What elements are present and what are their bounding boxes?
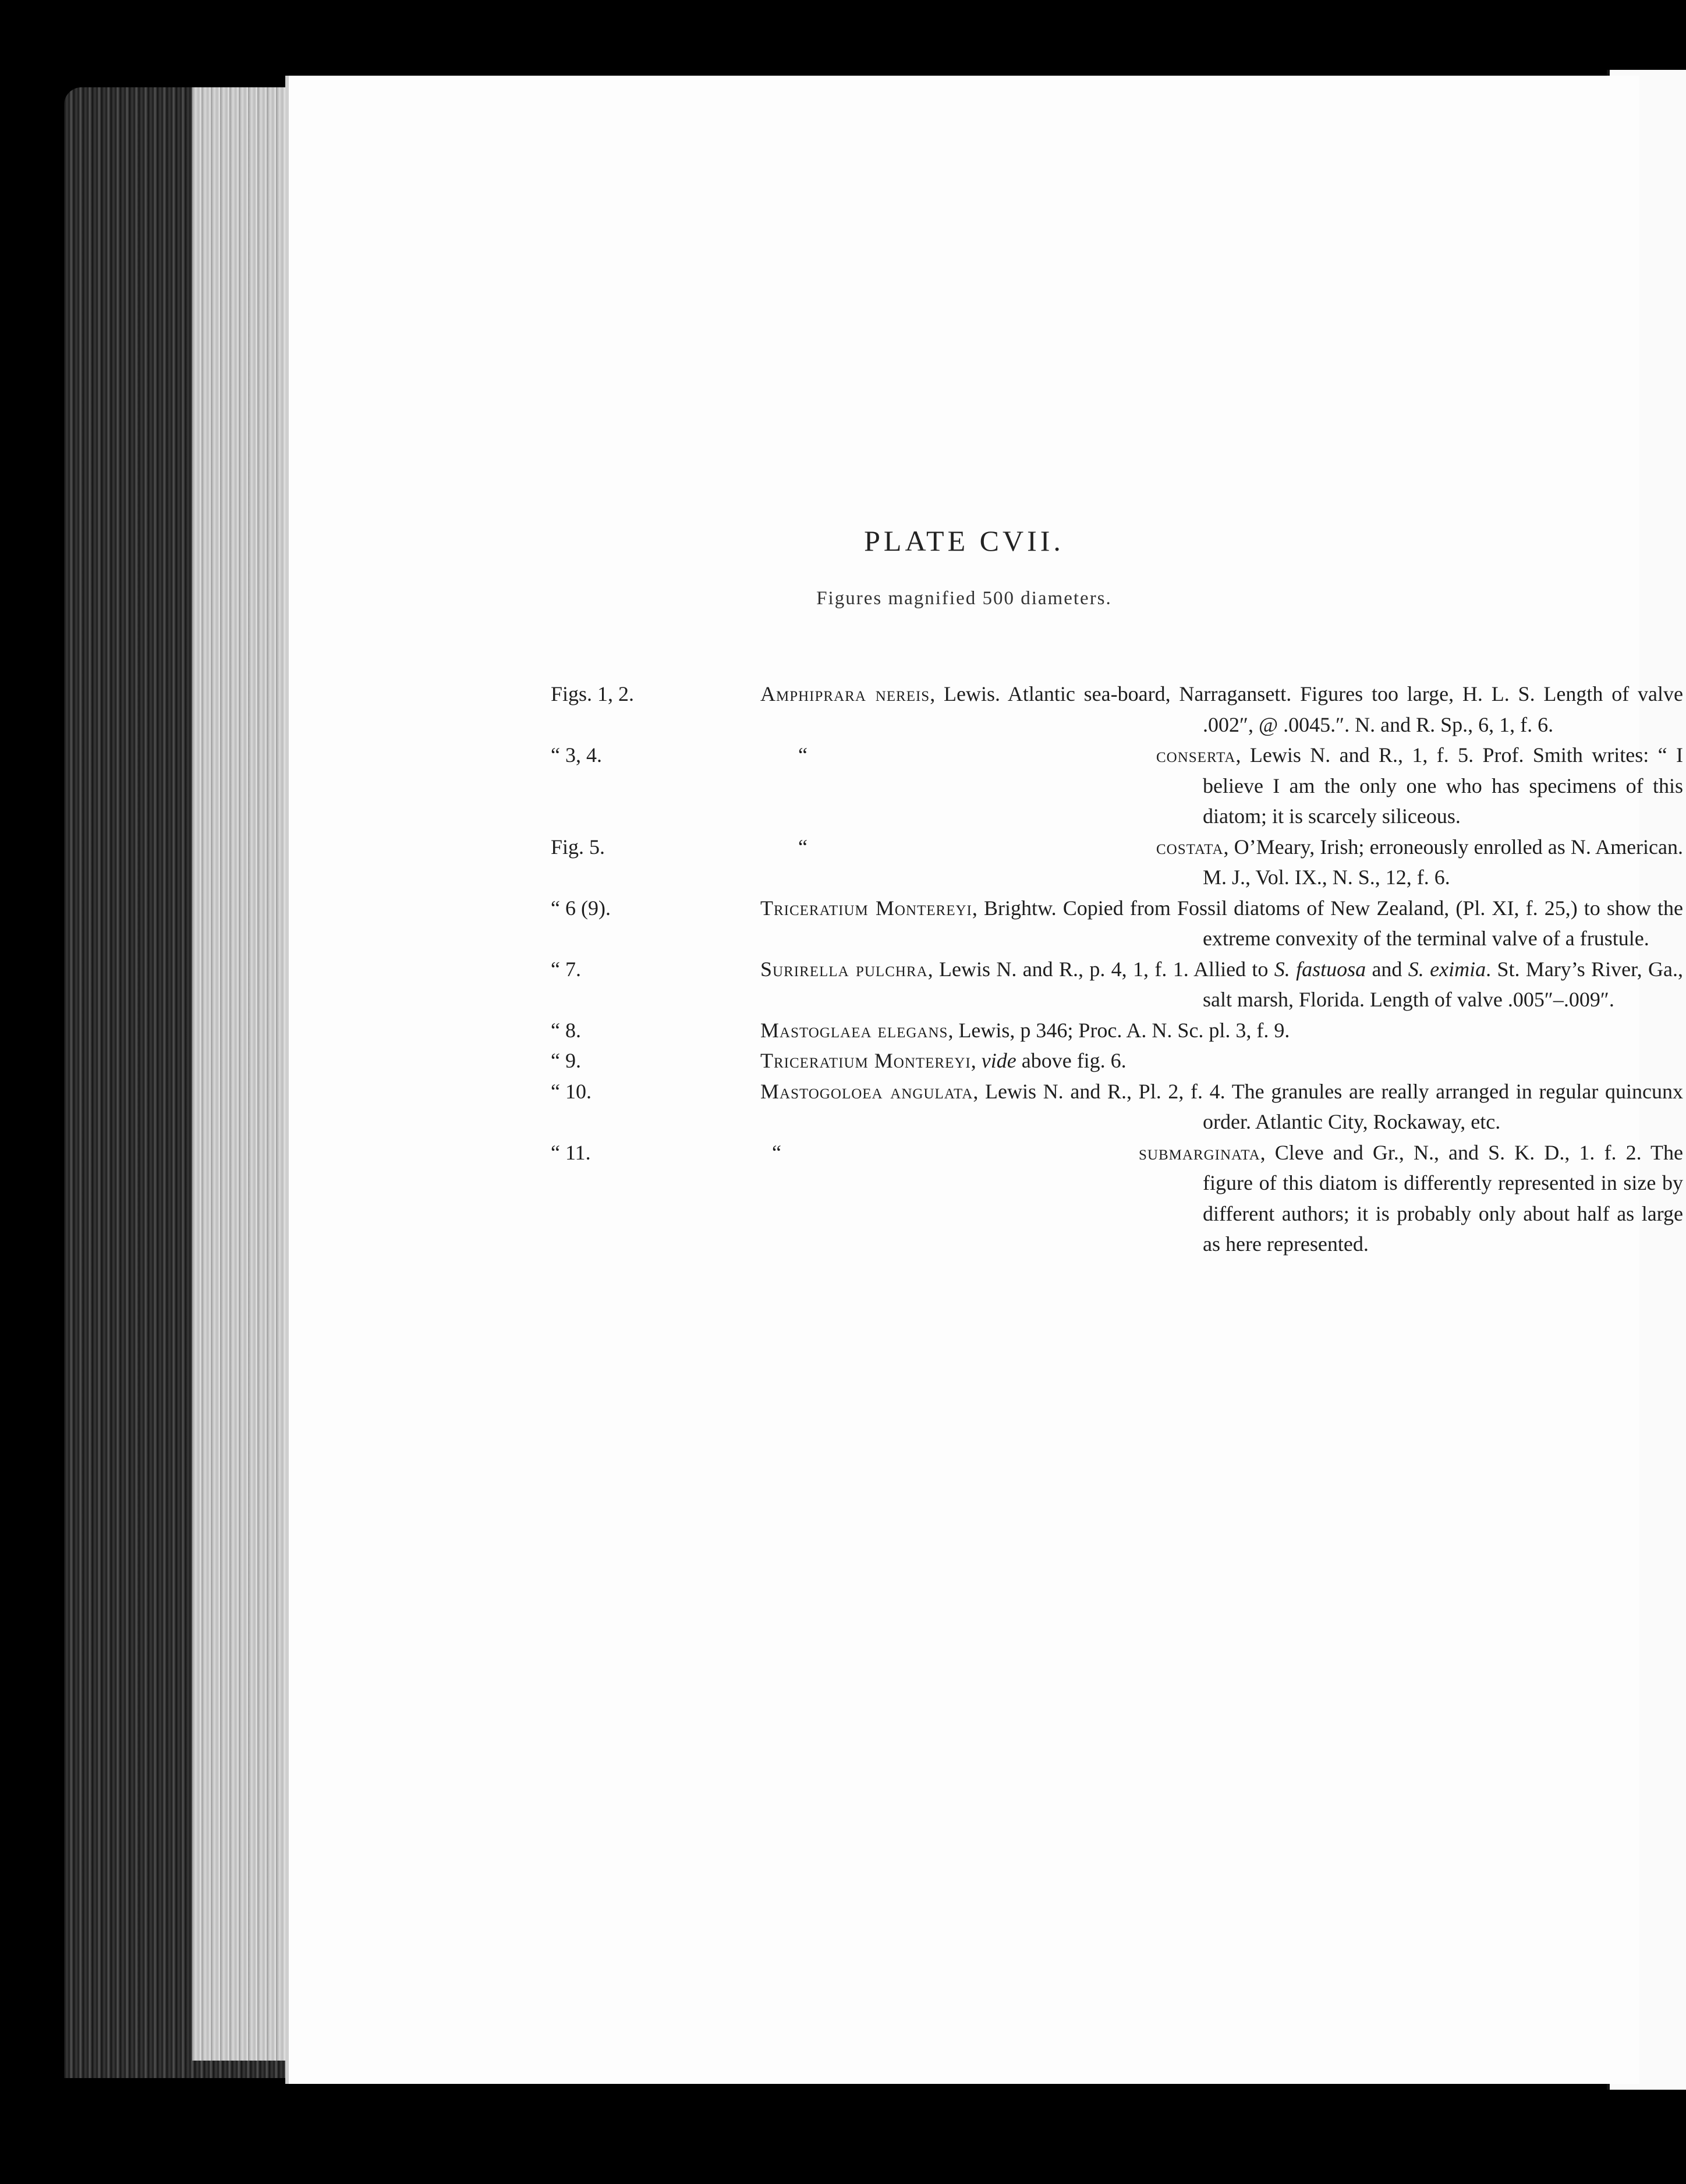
species-reference: S. fastuosa [1274, 957, 1366, 981]
entry-description: , Lewis N. and R., 1, f. 5. Prof. Smith writes: “ I believe I am the only one who has specimens of this diatom; it is scarcely siliceous. [1203, 743, 1683, 828]
entry-description: , Brightw. Copied from Fossil diatoms of New Zealand, (Pl. XI, f. 25,) to show the extreme convexity of the terminal valve of a frustule. [972, 896, 1684, 950]
entry-fig-11 [551, 1137, 1686, 1260]
ditto-mark: “ [772, 1140, 781, 1164]
entry-description: , Lewis. Atlantic sea-board, Narragansett. Figures too large, H. L. S. Length of valve .002″, @ .0045.″. N. and R. Sp., 6, 1, f. 6. [930, 682, 1683, 736]
entry-description: , Lewis N. and R., p. 4, 1, f. 1. Allied to [927, 957, 1274, 981]
plate-title: PLATE CVII. [864, 524, 1064, 557]
entry-fig-label: Figs. 1, 2. [551, 682, 635, 705]
entry-description: , Lewis N. and R., Pl. 2, f. 4. The granules are really arranged in regular quincunx order. Atlantic City, Rockaway, etc. [973, 1079, 1684, 1133]
entry-fig-label: “ 6 (9). [551, 896, 611, 920]
entry-fig-label: Fig. 5. [551, 835, 605, 859]
species-name: Triceratium Montereyi [760, 1049, 971, 1072]
entry-description: above fig. 6. [1016, 1049, 1127, 1072]
entry-fig-7: “ 7. Surirella pulchra, Lewis N. and R., p. 4, 1, f. 1. Allied to S. fastuosa and S. eximia. St. Mary’s River, Ga., salt marsh, Florida. Length of valve .005″–.009″. [551, 954, 1686, 1015]
entry-fig-10 [551, 1076, 1686, 1137]
entry-fig-label: “ 8. [551, 1018, 581, 1042]
plate-subtitle: Figures magnified 500 diameters. [816, 588, 1112, 609]
entry-fig-label: “ 9. [551, 1049, 581, 1072]
species-name: Surirella pulchra [760, 957, 928, 981]
figure-entries [551, 679, 1686, 1260]
entry-fig-label: “ 7. [551, 957, 581, 981]
entry-fig-5 [551, 832, 1686, 893]
entry-fig-8 [551, 1015, 1686, 1046]
book-page-edges-light [192, 87, 291, 2061]
species-name: Mastogoloea angulata [760, 1079, 973, 1103]
entry-fig-label: “ 3, 4. [551, 743, 602, 767]
species-name: Mastoglaea elegans [760, 1018, 948, 1042]
entry-fig-label: “ 11. [551, 1140, 591, 1164]
entry-description: , Cleve and Gr., N., and S. K. D., 1. f. 2. The figure of this diatom is differently represented in size by different authors; it is probably only about half as large as here represented. [1203, 1140, 1683, 1256]
entry-italic: vide [981, 1049, 1016, 1072]
species-name: Amphiprara nereis [760, 682, 930, 705]
entry-figs-1-2 [551, 679, 1686, 740]
species-name: costata [1156, 835, 1224, 859]
species-reference: S. eximia [1408, 957, 1486, 981]
ditto-mark: “ [798, 835, 807, 859]
species-name: conserta [1156, 743, 1236, 767]
species-name: submarginata [1139, 1140, 1260, 1164]
ditto-mark: “ [798, 743, 807, 767]
entry-description: , O’Meary, Irish; erroneously enrolled as N. American. M. J., Vol. IX., N. S., 12, f. 6. [1203, 835, 1683, 889]
species-name: Triceratium Montereyi [760, 896, 972, 920]
book-page [285, 76, 1684, 2084]
entry-fig-6-9 [551, 893, 1686, 954]
entry-fig-9: “ 9. Triceratium Montereyi, vide above fig. 6. [551, 1045, 1686, 1076]
entry-figs-3-4 [551, 740, 1686, 832]
entry-description: , Lewis, p 346; Proc. A. N. Sc. pl. 3, f. 9. [948, 1018, 1290, 1042]
entry-fig-label: “ 10. [551, 1079, 591, 1103]
